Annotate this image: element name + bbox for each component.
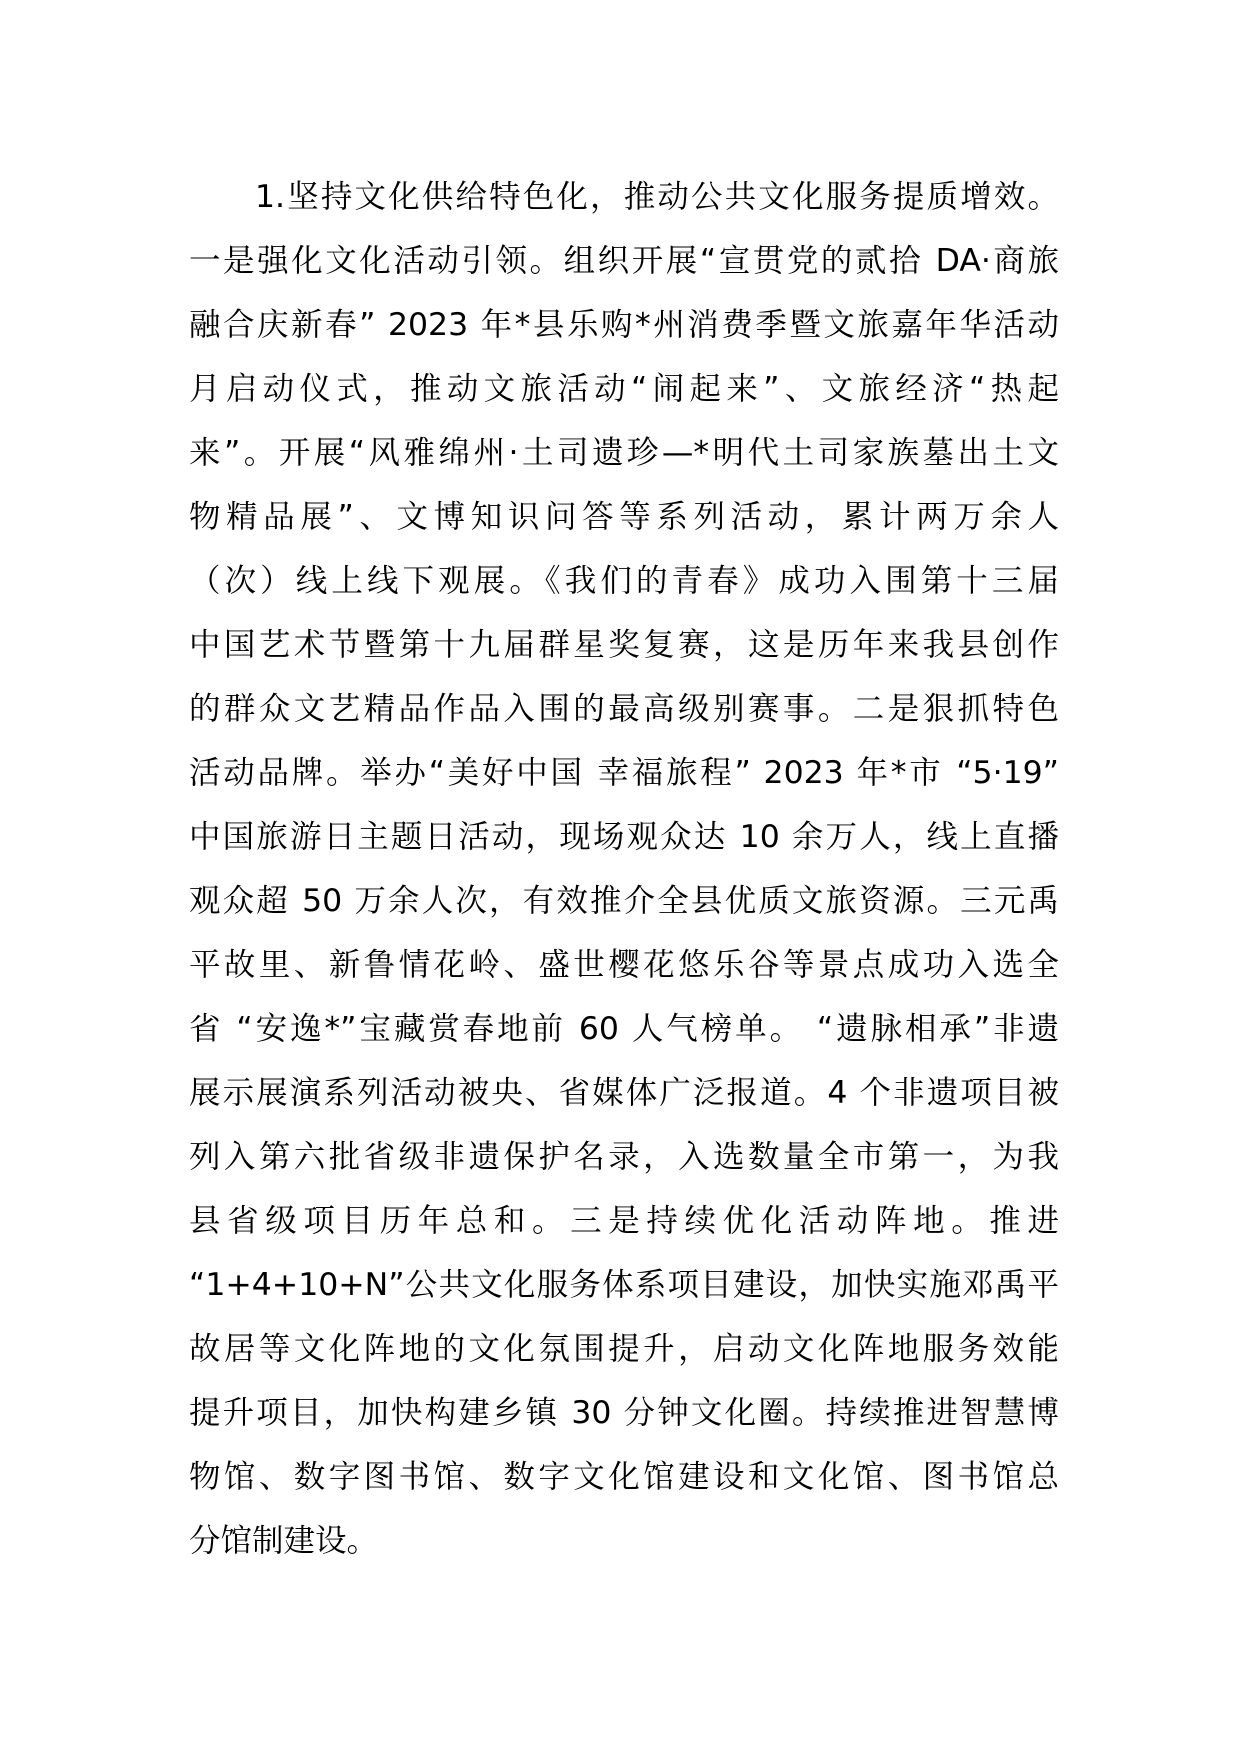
paragraph-line-14: 省 “安逸*”宝藏赏春地前 60 人气榜单。 “遗脉相承”非遗 [189,1011,1059,1047]
paragraph-line-1: 1.坚持文化供给特色化，推动公共文化服务提质增效。 [255,179,1059,215]
paragraph-line-3: 融合庆新春” 2023 年*县乐购*州消费季暨文旅嘉年华活动 [189,307,1059,343]
paragraph-line-17: 县省级项目历年总和。三是持续优化活动阵地。推进 [189,1203,1059,1239]
paragraph-line-16: 列入第六批省级非遗保护名录，入选数量全市第一，为我 [189,1139,1059,1175]
paragraph-line-7: （次）线上线下观展。《我们的青春》成功入围第十三届 [189,563,1059,599]
body-paragraph [189,165,1059,1573]
paragraph-line-18: “1+4+10+N”公共文化服务体系项目建设，加快实施邓禹平 [189,1267,1059,1303]
paragraph-line-12: 观众超 50 万余人次，有效推介全县优质文旅资源。三元禹 [189,883,1059,919]
paragraph-line-15: 展示展演系列活动被央、省媒体广泛报道。4 个非遗项目被 [189,1075,1059,1111]
paragraph-line-5: 来”。开展“风雅绵州·土司遗珍—*明代土司家族墓出土文 [189,435,1059,471]
paragraph-line-2: 一是强化文化活动引领。组织开展“宣贯党的贰拾 DA·商旅 [189,243,1059,279]
paragraph-line-6: 物精品展”、文博知识问答等系列活动，累计两万余人 [189,499,1059,535]
paragraph-line-22: 分馆制建设。 [189,1523,379,1559]
paragraph-line-10: 活动品牌。举办“美好中国 幸福旅程” 2023 年*市 “5·19” [189,755,1059,791]
paragraph-line-11: 中国旅游日主题日活动，现场观众达 10 余万人，线上直播 [189,819,1059,855]
paragraph-line-4: 月启动仪式，推动文旅活动“闹起来”、文旅经济“热起 [189,371,1059,407]
paragraph-line-8: 中国艺术节暨第十九届群星奖复赛，这是历年来我县创作 [189,627,1059,663]
paragraph-line-9: 的群众文艺精品作品入围的最高级别赛事。二是狠抓特色 [189,691,1059,727]
paragraph-line-19: 故居等文化阵地的文化氛围提升，启动文化阵地服务效能 [189,1331,1059,1367]
paragraph-line-21: 物馆、数字图书馆、数字文化馆建设和文化馆、图书馆总 [189,1459,1059,1495]
paragraph-line-13: 平故里、新鲁情花岭、盛世樱花悠乐谷等景点成功入选全 [189,947,1059,983]
paragraph-line-20: 提升项目，加快构建乡镇 30 分钟文化圈。持续推进智慧博 [189,1395,1059,1431]
